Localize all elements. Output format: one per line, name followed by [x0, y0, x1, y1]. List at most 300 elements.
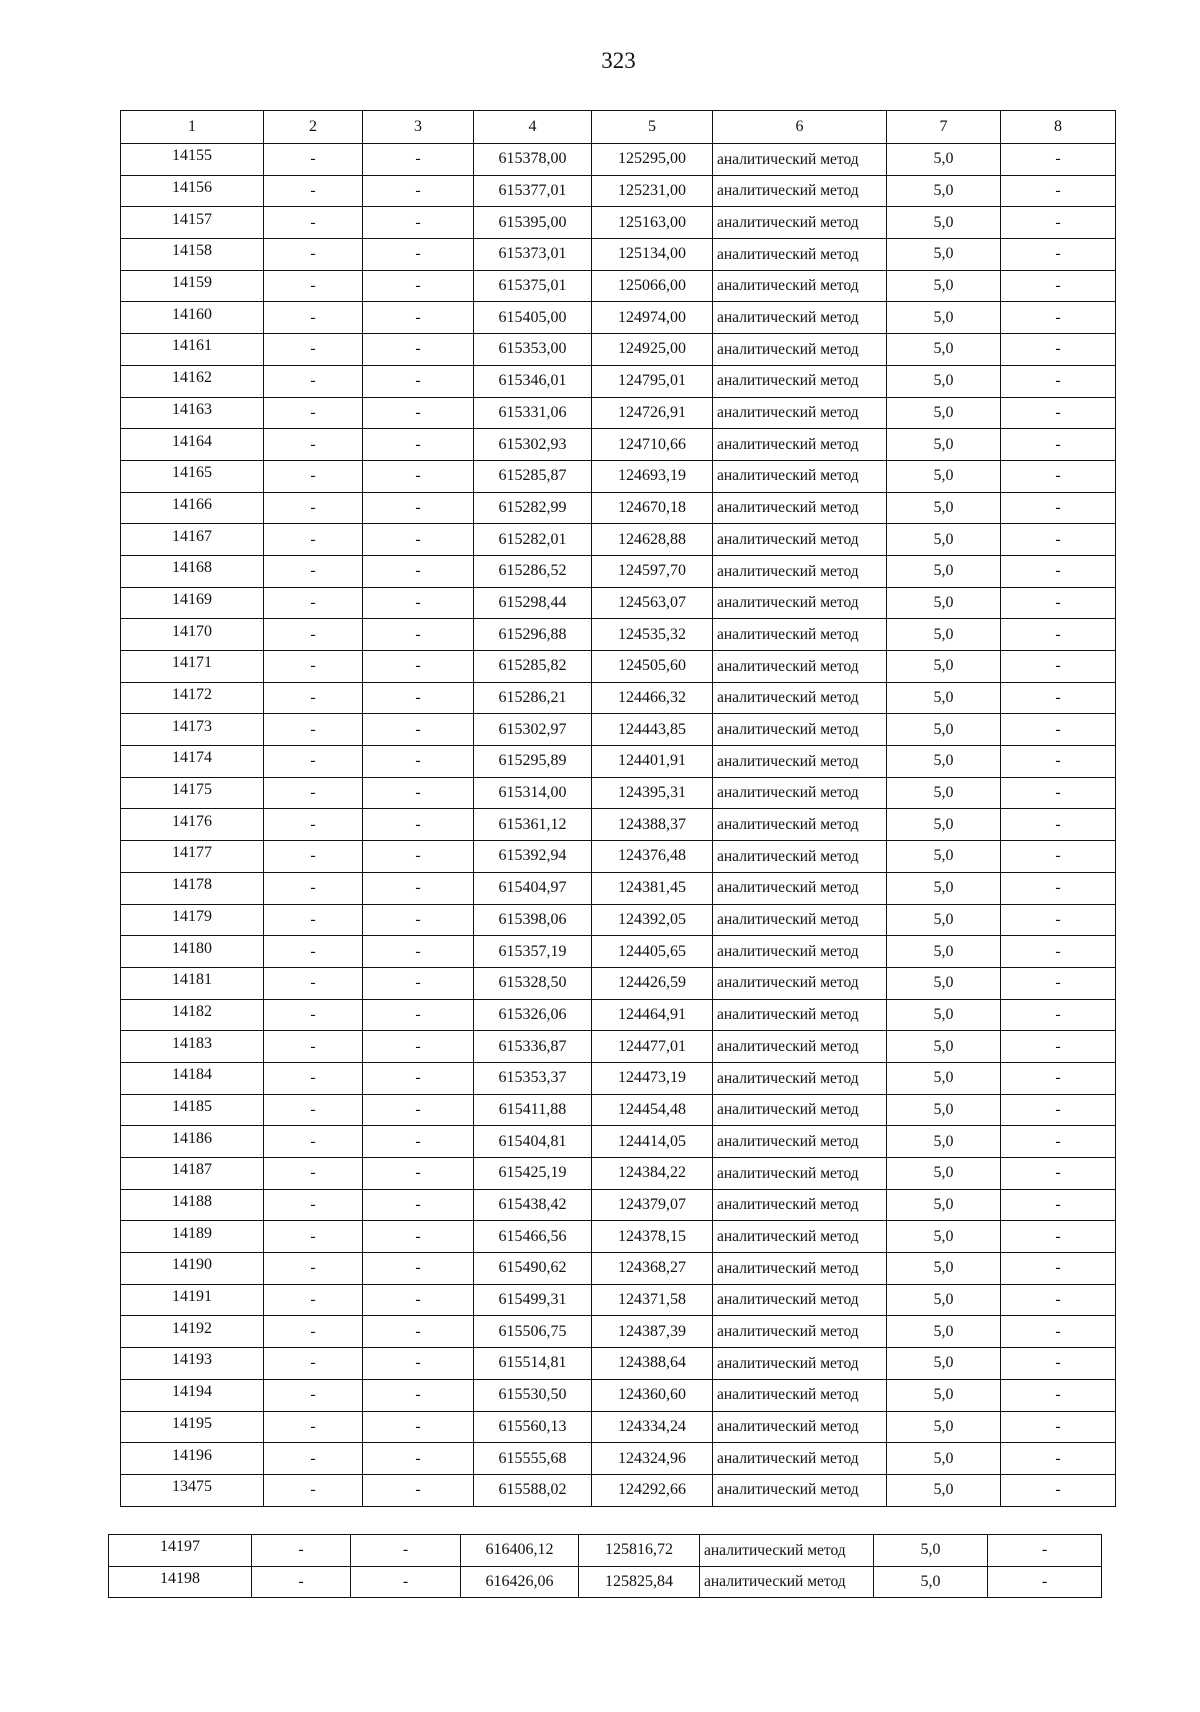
cell-col-3: -: [363, 1474, 474, 1506]
cell-col-8: -: [1001, 746, 1116, 778]
cell-col-8: -: [1001, 365, 1116, 397]
cell-coord-y: 124401,91: [592, 746, 713, 778]
cell-col-2: -: [264, 492, 363, 524]
table-row: [109, 1535, 1102, 1567]
cell-method: аналитический метод: [713, 1189, 887, 1221]
table-row: [121, 1094, 1116, 1126]
table-row: [121, 1253, 1116, 1285]
cell-precision: 5,0: [887, 524, 1001, 556]
cell-precision: 5,0: [887, 460, 1001, 492]
cell-col-3: -: [363, 429, 474, 461]
cell-precision: 5,0: [887, 1094, 1001, 1126]
cell-col-8: -: [988, 1535, 1102, 1567]
cell-coord-y: 124379,07: [592, 1189, 713, 1221]
cell-point-number: 14180: [121, 936, 264, 968]
cell-col-3: -: [363, 555, 474, 587]
cell-col-3: -: [363, 1221, 474, 1253]
cell-coord-y: 124381,45: [592, 872, 713, 904]
cell-precision: 5,0: [887, 302, 1001, 334]
cell-point-number: 14184: [121, 1062, 264, 1094]
cell-coord-y: 124371,58: [592, 1284, 713, 1316]
table-row: [121, 1158, 1116, 1190]
cell-col-2: -: [264, 1158, 363, 1190]
cell-coord-y: 124563,07: [592, 587, 713, 619]
cell-col-3: -: [363, 682, 474, 714]
cell-col-2: -: [264, 1062, 363, 1094]
cell-col-8: -: [1001, 1316, 1116, 1348]
cell-coord-y: 124388,64: [592, 1348, 713, 1380]
cell-col-8: -: [1001, 1284, 1116, 1316]
cell-method: аналитический метод: [713, 1474, 887, 1506]
cell-col-3: -: [363, 334, 474, 366]
table-row: [109, 1566, 1102, 1598]
table-row: [121, 1348, 1116, 1380]
cell-precision: 5,0: [887, 619, 1001, 651]
cell-method: аналитический метод: [713, 682, 887, 714]
cell-precision: 5,0: [887, 1031, 1001, 1063]
cell-method: аналитический метод: [713, 1284, 887, 1316]
cell-col-8: -: [1001, 460, 1116, 492]
cell-col-8: -: [1001, 587, 1116, 619]
cell-coord-x: 615298,44: [474, 587, 592, 619]
cell-col-8: -: [1001, 1062, 1116, 1094]
cell-coord-x: 615286,52: [474, 555, 592, 587]
table-row: [121, 365, 1116, 397]
cell-point-number: 14181: [121, 967, 264, 999]
coordinates-table-continuation: [108, 1534, 1102, 1598]
cell-method: аналитический метод: [713, 1316, 887, 1348]
cell-precision: 5,0: [887, 651, 1001, 683]
cell-coord-y: 124505,60: [592, 651, 713, 683]
cell-point-number: 14161: [121, 334, 264, 366]
cell-coord-x: 615296,88: [474, 619, 592, 651]
cell-method: аналитический метод: [713, 999, 887, 1031]
table-row: [121, 175, 1116, 207]
cell-coord-x: 615506,75: [474, 1316, 592, 1348]
cell-col-8: -: [1001, 1379, 1116, 1411]
table-row: [121, 429, 1116, 461]
cell-coord-y: 124414,05: [592, 1126, 713, 1158]
cell-method: аналитический метод: [713, 270, 887, 302]
cell-coord-y: 124426,59: [592, 967, 713, 999]
cell-col-8: -: [1001, 144, 1116, 176]
cell-coord-y: 124395,31: [592, 777, 713, 809]
cell-method: аналитический метод: [713, 555, 887, 587]
cell-point-number: 14190: [121, 1253, 264, 1285]
cell-col-8: -: [1001, 1158, 1116, 1190]
cell-precision: 5,0: [887, 904, 1001, 936]
cell-col-8: -: [1001, 651, 1116, 683]
table-row: [121, 1411, 1116, 1443]
cell-coord-y: 124376,48: [592, 841, 713, 873]
cell-coord-x: 615353,37: [474, 1062, 592, 1094]
cell-point-number: 14175: [121, 777, 264, 809]
cell-precision: 5,0: [887, 175, 1001, 207]
cell-coord-x: 615336,87: [474, 1031, 592, 1063]
column-header-3: 3: [363, 111, 474, 144]
cell-col-8: -: [1001, 967, 1116, 999]
cell-coord-x: 616406,12: [461, 1535, 579, 1567]
cell-method: аналитический метод: [713, 207, 887, 239]
table-row: [121, 207, 1116, 239]
cell-point-number: 14182: [121, 999, 264, 1031]
cell-point-number: 14183: [121, 1031, 264, 1063]
cell-point-number: 14159: [121, 270, 264, 302]
cell-coord-y: 124387,39: [592, 1316, 713, 1348]
cell-precision: 5,0: [874, 1535, 988, 1567]
table-row: [121, 1379, 1116, 1411]
cell-col-3: -: [363, 1031, 474, 1063]
cell-coord-y: 124388,37: [592, 809, 713, 841]
table-row: [121, 1189, 1116, 1221]
table-row: [121, 397, 1116, 429]
cell-col-3: -: [363, 460, 474, 492]
cell-point-number: 14166: [121, 492, 264, 524]
cell-coord-y: 124693,19: [592, 460, 713, 492]
cell-coord-y: 124292,66: [592, 1474, 713, 1506]
cell-precision: 5,0: [887, 1443, 1001, 1475]
cell-coord-x: 615314,00: [474, 777, 592, 809]
cell-col-3: -: [363, 841, 474, 873]
cell-method: аналитический метод: [713, 365, 887, 397]
cell-method: аналитический метод: [713, 302, 887, 334]
cell-coord-y: 124464,91: [592, 999, 713, 1031]
cell-col-2: -: [264, 1221, 363, 1253]
cell-col-3: -: [363, 1316, 474, 1348]
cell-col-8: -: [1001, 397, 1116, 429]
column-header-4: 4: [474, 111, 592, 144]
table-row: [121, 1126, 1116, 1158]
cell-point-number: 14185: [121, 1094, 264, 1126]
table-row: [121, 334, 1116, 366]
cell-point-number: 14169: [121, 587, 264, 619]
cell-col-3: -: [363, 904, 474, 936]
cell-coord-x: 615514,81: [474, 1348, 592, 1380]
cell-precision: 5,0: [887, 872, 1001, 904]
cell-point-number: 14165: [121, 460, 264, 492]
cell-method: аналитический метод: [713, 967, 887, 999]
cell-method: аналитический метод: [713, 809, 887, 841]
cell-precision: 5,0: [887, 746, 1001, 778]
cell-col-3: -: [363, 1379, 474, 1411]
cell-col-8: -: [1001, 175, 1116, 207]
cell-precision: 5,0: [887, 239, 1001, 271]
table-row: [121, 270, 1116, 302]
cell-col-3: -: [363, 239, 474, 271]
cell-coord-x: 615282,01: [474, 524, 592, 556]
table-row: [121, 619, 1116, 651]
cell-method: аналитический метод: [713, 1158, 887, 1190]
cell-col-8: -: [1001, 1189, 1116, 1221]
cell-coord-x: 615405,00: [474, 302, 592, 334]
cell-coord-x: 615588,02: [474, 1474, 592, 1506]
cell-point-number: 14172: [121, 682, 264, 714]
cell-method: аналитический метод: [713, 651, 887, 683]
cell-point-number: 14188: [121, 1189, 264, 1221]
cell-col-3: -: [363, 809, 474, 841]
cell-col-2: -: [252, 1566, 351, 1598]
cell-point-number: 14178: [121, 872, 264, 904]
cell-col-8: -: [1001, 619, 1116, 651]
coordinates-table: [120, 110, 1116, 1507]
cell-coord-y: 124392,05: [592, 904, 713, 936]
cell-method: аналитический метод: [713, 872, 887, 904]
cell-col-8: -: [1001, 809, 1116, 841]
cell-precision: 5,0: [887, 397, 1001, 429]
cell-coord-x: 615425,19: [474, 1158, 592, 1190]
cell-method: аналитический метод: [713, 904, 887, 936]
cell-col-2: -: [264, 239, 363, 271]
cell-col-3: -: [363, 651, 474, 683]
cell-precision: 5,0: [887, 207, 1001, 239]
table-row: [121, 1031, 1116, 1063]
cell-precision: 5,0: [887, 1474, 1001, 1506]
cell-col-3: -: [363, 1348, 474, 1380]
cell-coord-y: 124405,65: [592, 936, 713, 968]
cell-method: аналитический метод: [713, 1253, 887, 1285]
cell-col-2: -: [264, 1379, 363, 1411]
cell-col-8: -: [1001, 270, 1116, 302]
cell-col-2: -: [264, 619, 363, 651]
cell-coord-x: 615411,88: [474, 1094, 592, 1126]
cell-coord-x: 615357,19: [474, 936, 592, 968]
table-row: [121, 302, 1116, 334]
cell-col-8: -: [1001, 714, 1116, 746]
cell-col-8: -: [1001, 872, 1116, 904]
cell-col-2: -: [264, 1284, 363, 1316]
cell-point-number: 14155: [121, 144, 264, 176]
table-row: [121, 967, 1116, 999]
cell-col-8: -: [1001, 524, 1116, 556]
cell-col-2: -: [264, 302, 363, 334]
cell-point-number: 14157: [121, 207, 264, 239]
cell-coord-y: 125816,72: [579, 1535, 700, 1567]
cell-point-number: 14158: [121, 239, 264, 271]
cell-coord-y: 124360,60: [592, 1379, 713, 1411]
cell-col-2: -: [264, 999, 363, 1031]
cell-col-2: -: [252, 1535, 351, 1567]
cell-coord-y: 124473,19: [592, 1062, 713, 1094]
cell-point-number: 14176: [121, 809, 264, 841]
column-header-8: 8: [1001, 111, 1116, 144]
cell-col-2: -: [264, 1189, 363, 1221]
cell-col-2: -: [264, 809, 363, 841]
cell-precision: 5,0: [887, 682, 1001, 714]
cell-col-8: -: [1001, 936, 1116, 968]
cell-coord-y: 124795,01: [592, 365, 713, 397]
cell-coord-y: 124597,70: [592, 555, 713, 587]
cell-coord-y: 124974,00: [592, 302, 713, 334]
cell-method: аналитический метод: [713, 144, 887, 176]
cell-col-8: -: [1001, 777, 1116, 809]
cell-method: аналитический метод: [713, 397, 887, 429]
table-row: [121, 714, 1116, 746]
cell-col-3: -: [363, 397, 474, 429]
cell-coord-y: 124670,18: [592, 492, 713, 524]
cell-col-8: -: [1001, 492, 1116, 524]
cell-col-3: -: [363, 777, 474, 809]
cell-point-number: 14156: [121, 175, 264, 207]
cell-col-2: -: [264, 746, 363, 778]
cell-col-2: -: [264, 207, 363, 239]
cell-precision: 5,0: [887, 777, 1001, 809]
cell-method: аналитический метод: [713, 1062, 887, 1094]
cell-precision: 5,0: [887, 714, 1001, 746]
cell-col-3: -: [363, 207, 474, 239]
cell-col-2: -: [264, 587, 363, 619]
cell-coord-x: 615499,31: [474, 1284, 592, 1316]
cell-col-3: -: [363, 619, 474, 651]
cell-precision: 5,0: [887, 429, 1001, 461]
table-row: [121, 841, 1116, 873]
cell-method: аналитический метод: [713, 587, 887, 619]
cell-coord-y: 124535,32: [592, 619, 713, 651]
cell-col-8: -: [1001, 1221, 1116, 1253]
cell-col-8: -: [1001, 1094, 1116, 1126]
cell-coord-y: 124628,88: [592, 524, 713, 556]
cell-precision: 5,0: [887, 999, 1001, 1031]
cell-precision: 5,0: [887, 809, 1001, 841]
table-row: [121, 746, 1116, 778]
cell-method: аналитический метод: [713, 746, 887, 778]
cell-col-2: -: [264, 841, 363, 873]
cell-col-8: -: [1001, 1474, 1116, 1506]
column-header-5: 5: [592, 111, 713, 144]
cell-col-2: -: [264, 1253, 363, 1285]
cell-col-2: -: [264, 936, 363, 968]
cell-col-2: -: [264, 1126, 363, 1158]
cell-col-8: -: [1001, 1443, 1116, 1475]
table-row: [121, 1443, 1116, 1475]
cell-coord-y: 125066,00: [592, 270, 713, 302]
cell-point-number: 14164: [121, 429, 264, 461]
cell-precision: 5,0: [887, 1379, 1001, 1411]
cell-coord-x: 615530,50: [474, 1379, 592, 1411]
cell-point-number: 14171: [121, 651, 264, 683]
cell-col-2: -: [264, 682, 363, 714]
cell-coord-y: 125134,00: [592, 239, 713, 271]
cell-method: аналитический метод: [713, 524, 887, 556]
cell-coord-y: 124466,32: [592, 682, 713, 714]
cell-precision: 5,0: [874, 1566, 988, 1598]
cell-precision: 5,0: [887, 936, 1001, 968]
cell-col-3: -: [363, 1126, 474, 1158]
cell-coord-x: 615377,01: [474, 175, 592, 207]
cell-method: аналитический метод: [713, 460, 887, 492]
table-row: [121, 651, 1116, 683]
cell-point-number: 14174: [121, 746, 264, 778]
cell-col-2: -: [264, 460, 363, 492]
cell-precision: 5,0: [887, 555, 1001, 587]
cell-coord-y: 125163,00: [592, 207, 713, 239]
cell-col-3: -: [363, 1411, 474, 1443]
cell-precision: 5,0: [887, 1316, 1001, 1348]
cell-method: аналитический метод: [713, 334, 887, 366]
cell-method: аналитический метод: [713, 1094, 887, 1126]
cell-coord-x: 615285,87: [474, 460, 592, 492]
cell-coord-x: 615395,00: [474, 207, 592, 239]
cell-col-2: -: [264, 1474, 363, 1506]
cell-point-number: 14177: [121, 841, 264, 873]
cell-col-3: -: [363, 1253, 474, 1285]
cell-coord-x: 615466,56: [474, 1221, 592, 1253]
cell-coord-x: 615490,62: [474, 1253, 592, 1285]
cell-col-3: -: [363, 175, 474, 207]
table-row: [121, 587, 1116, 619]
cell-coord-y: 124324,96: [592, 1443, 713, 1475]
cell-col-3: -: [363, 714, 474, 746]
cell-col-3: -: [351, 1566, 461, 1598]
cell-precision: 5,0: [887, 1411, 1001, 1443]
table-row: [121, 1474, 1116, 1506]
cell-col-3: -: [363, 999, 474, 1031]
cell-col-3: -: [363, 872, 474, 904]
cell-precision: 5,0: [887, 587, 1001, 619]
cell-col-3: -: [351, 1535, 461, 1567]
cell-col-8: -: [1001, 302, 1116, 334]
cell-coord-x: 615328,50: [474, 967, 592, 999]
cell-col-8: -: [988, 1566, 1102, 1598]
column-header-6: 6: [713, 111, 887, 144]
cell-col-2: -: [264, 397, 363, 429]
cell-precision: 5,0: [887, 365, 1001, 397]
cell-col-8: -: [1001, 841, 1116, 873]
table-row: [121, 555, 1116, 587]
table-row: [121, 777, 1116, 809]
cell-col-8: -: [1001, 1126, 1116, 1158]
cell-point-number: 14160: [121, 302, 264, 334]
cell-precision: 5,0: [887, 144, 1001, 176]
cell-point-number: 14187: [121, 1158, 264, 1190]
cell-col-3: -: [363, 1189, 474, 1221]
cell-precision: 5,0: [887, 1189, 1001, 1221]
cell-coord-y: 124378,15: [592, 1221, 713, 1253]
cell-point-number: 14192: [121, 1316, 264, 1348]
cell-point-number: 14168: [121, 555, 264, 587]
cell-col-3: -: [363, 492, 474, 524]
cell-method: аналитический метод: [713, 714, 887, 746]
cell-col-8: -: [1001, 1031, 1116, 1063]
cell-coord-x: 615302,97: [474, 714, 592, 746]
cell-col-8: -: [1001, 1253, 1116, 1285]
cell-coord-y: 124925,00: [592, 334, 713, 366]
cell-col-3: -: [363, 144, 474, 176]
cell-method: аналитический метод: [700, 1535, 874, 1567]
cell-col-2: -: [264, 1316, 363, 1348]
cell-coord-x: 616426,06: [461, 1566, 579, 1598]
column-header-7: 7: [887, 111, 1001, 144]
cell-col-3: -: [363, 587, 474, 619]
cell-col-2: -: [264, 365, 363, 397]
cell-coord-x: 615346,01: [474, 365, 592, 397]
cell-method: аналитический метод: [713, 841, 887, 873]
cell-col-3: -: [363, 524, 474, 556]
cell-coord-y: 124726,91: [592, 397, 713, 429]
cell-method: аналитический метод: [713, 429, 887, 461]
cell-point-number: 14191: [121, 1284, 264, 1316]
cell-method: аналитический метод: [713, 1221, 887, 1253]
cell-method: аналитический метод: [713, 239, 887, 271]
cell-precision: 5,0: [887, 270, 1001, 302]
cell-precision: 5,0: [887, 1284, 1001, 1316]
cell-col-2: -: [264, 777, 363, 809]
cell-col-2: -: [264, 555, 363, 587]
cell-col-2: -: [264, 651, 363, 683]
cell-coord-x: 615331,06: [474, 397, 592, 429]
cell-coord-y: 124443,85: [592, 714, 713, 746]
cell-coord-x: 615286,21: [474, 682, 592, 714]
table-row: [121, 1284, 1116, 1316]
